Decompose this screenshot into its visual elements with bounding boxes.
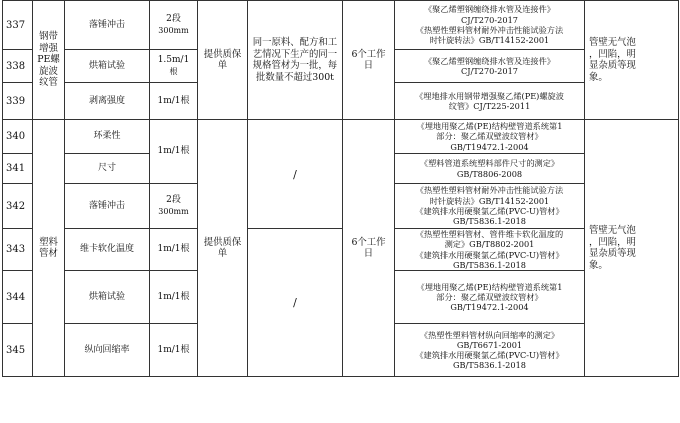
batch-line: 根 [169, 66, 178, 76]
standard-cell [395, 1, 585, 50]
rows.3.std-line: 《埋地用聚乙烯(PE)结构壁管道系统第1 [416, 121, 563, 132]
rows.0.std-line: 时针旋转法》GB/T14152-2001 [429, 35, 550, 46]
standard-cell [395, 271, 585, 324]
group2.period-line: 6个工作 [351, 236, 386, 248]
rows.5.std-line: 《热塑性塑料管材耐外冲击性能试验方法 [415, 185, 564, 196]
table-row [3, 1, 679, 50]
standard-cell [395, 120, 585, 154]
requirement-cell: 提供质保单 [198, 1, 248, 120]
rows.8.std-line: 《建筑排水用硬聚氯乙烯(PVC-U)管材》 [415, 350, 564, 361]
rows.5.std-line: 时针旋转法》GB/T14152-2001 [429, 195, 550, 206]
group1.sampling-line: 批数量不超过300t [256, 71, 334, 83]
test-item: 纵向回缩率 [65, 324, 150, 377]
group1.appearance-line: 管壁无气泡 [589, 37, 636, 48]
rows.1.std-line: CJ/T270-2017 [461, 66, 518, 76]
rows.5.std-line: GB/T5836.1-2018 [452, 216, 527, 227]
sampling-cell: / [248, 229, 343, 377]
row-number: 337 [3, 1, 33, 50]
batch-cell [150, 271, 198, 324]
group1.category-line: 增强 [39, 42, 58, 54]
row-number: 342 [3, 184, 33, 229]
batch-cell [150, 229, 198, 271]
batch-cell: 1m/1根 [150, 120, 198, 184]
rows.5.std-line: 《建筑排水用硬聚氯乙烯(PVC-U)管材》 [415, 206, 564, 216]
test-item: 落锤冲击 [65, 184, 150, 229]
standard-cell [395, 229, 585, 271]
rows.2.std-line: 纹管》CJ/T225-2011 [448, 101, 531, 111]
batch-cell [150, 1, 198, 50]
sampling-cell: / [248, 120, 343, 229]
batch-line: 1m/1根 [157, 344, 190, 355]
batch-cell [150, 83, 198, 120]
row-number: 340 [3, 120, 33, 154]
group2.category-line: 管材 [39, 248, 58, 260]
rows.6.std-line: 《热塑性塑料管材、管件维卡软化温度的 [415, 229, 564, 239]
standard-cell [395, 83, 585, 120]
category-cell [33, 120, 65, 377]
row-number: 341 [3, 154, 33, 184]
rows.4.std-line: 《塑料管道系统塑料部件尺寸的测定》 [419, 158, 560, 169]
test-item: 环柔性 [65, 120, 150, 154]
rows.4.std-line: GB/T8806-2008 [456, 168, 523, 179]
rows.2.std-line: 《埋地排水用钢带增强聚乙烯(PE)螺旋波 [415, 90, 564, 101]
requirement-cell: 提供质保单 [198, 120, 248, 377]
category-cell [33, 1, 65, 120]
group1.sampling-line: 同一原料、配方和工 [252, 37, 338, 48]
group2.appearance-line: ，凹陷，明 [589, 236, 636, 248]
batch-line: 1.5m/1 [157, 54, 190, 65]
group2.category-line: 塑料 [39, 236, 58, 248]
table-row [3, 229, 679, 271]
table-row [3, 120, 679, 154]
group2.appearance-line: 显杂质等现 [589, 248, 636, 260]
group1.appearance-line: 显杂质等现 [589, 60, 636, 71]
standard-cell [395, 324, 585, 377]
batch-line: 1m/1根 [157, 244, 190, 255]
batch-line: 300mm [158, 25, 189, 35]
sampling-cell [248, 1, 343, 120]
group1.category-line: 钢带 [39, 31, 58, 43]
standard-cell [395, 50, 585, 83]
test-item: 剥离强度 [65, 83, 150, 120]
group1.sampling-line: 规格管材为一批，每 [252, 60, 338, 71]
group2.appearance-line: 管壁无气泡 [589, 225, 636, 237]
batch-line: 1m/1根 [157, 95, 190, 106]
rows.8.std-line: GB/T5836.1-2018 [452, 360, 527, 371]
test-item: 烘箱试验 [65, 50, 150, 83]
batch-cell [150, 50, 198, 83]
rows.1.std-line: 《聚乙烯塑钢缠绕排水管及连接件》 [423, 55, 555, 66]
test-item: 烘箱试验 [65, 271, 150, 324]
rows.0.std-line: CJ/T270-2017 [461, 14, 518, 25]
group1.category-line: PE螺 [37, 54, 60, 66]
standards-table [2, 0, 679, 377]
group1.appearance-line: 象。 [589, 71, 608, 83]
group1.sampling-line: 艺情况下生产的同一 [252, 48, 338, 60]
rows.6.std-line: 《建筑排水用硬聚氯乙烯(PVC-U)管材》 [415, 249, 564, 260]
standard-cell [395, 154, 585, 184]
standard-cell [395, 184, 585, 229]
row-number: 344 [3, 271, 33, 324]
rows.0.std-line: 《热塑性塑料管材耐外冲击性能试验方法 [415, 25, 564, 35]
group1.period-line: 日 [363, 60, 374, 71]
period-cell [343, 1, 395, 120]
rows.7.std-line: 部分：聚乙烯双壁波纹管材》 [436, 292, 543, 303]
row-number: 345 [3, 324, 33, 377]
batch-line: 2段 [166, 194, 181, 205]
group1.period-line: 6个工作 [351, 48, 386, 60]
rows.8.std-line: 《热塑性塑料管材纵向回缩率的测定》 [419, 329, 560, 340]
rows.6.std-line: 测定》GB/T8802-2001 [444, 239, 535, 250]
rows.7.std-line: 《埋地用聚乙烯(PE)结构壁管道系统第1 [416, 281, 563, 292]
rows.3.std-line: GB/T19472.1-2004 [450, 141, 529, 152]
test-item: 落锤冲击 [65, 1, 150, 50]
row-number: 343 [3, 229, 33, 271]
appearance-cell [585, 1, 679, 120]
group1.category-line: 旋波 [39, 65, 58, 77]
group1.category-line: 纹管 [39, 77, 58, 89]
batch-line: 1m/1根 [157, 291, 190, 302]
batch-cell [150, 184, 198, 229]
rows.8.std-line: GB/T6671-2001 [456, 339, 523, 350]
batch-line: 2段 [166, 13, 181, 24]
batch-cell [150, 324, 198, 377]
test-item: 维卡软化温度 [65, 229, 150, 271]
rows.7.std-line: GB/T19472.1-2004 [450, 302, 529, 313]
rows.6.std-line: GB/T5836.1-2018 [452, 259, 527, 270]
appearance-cell [585, 120, 679, 377]
group2.period-line: 日 [363, 248, 374, 260]
row-number: 338 [3, 50, 33, 83]
period-cell [343, 120, 395, 377]
group1.appearance-line: ，凹陷，明 [589, 48, 636, 60]
rows.3.std-line: 部分：聚乙烯双壁波纹管材》 [436, 131, 543, 142]
rows.0.std-line: 《聚乙烯塑钢缠绕排水管及连接件》 [423, 4, 555, 15]
group2.appearance-line: 象。 [589, 259, 608, 271]
test-item: 尺寸 [65, 154, 150, 184]
row-number: 339 [3, 83, 33, 120]
batch-line: 300mm [158, 206, 189, 216]
